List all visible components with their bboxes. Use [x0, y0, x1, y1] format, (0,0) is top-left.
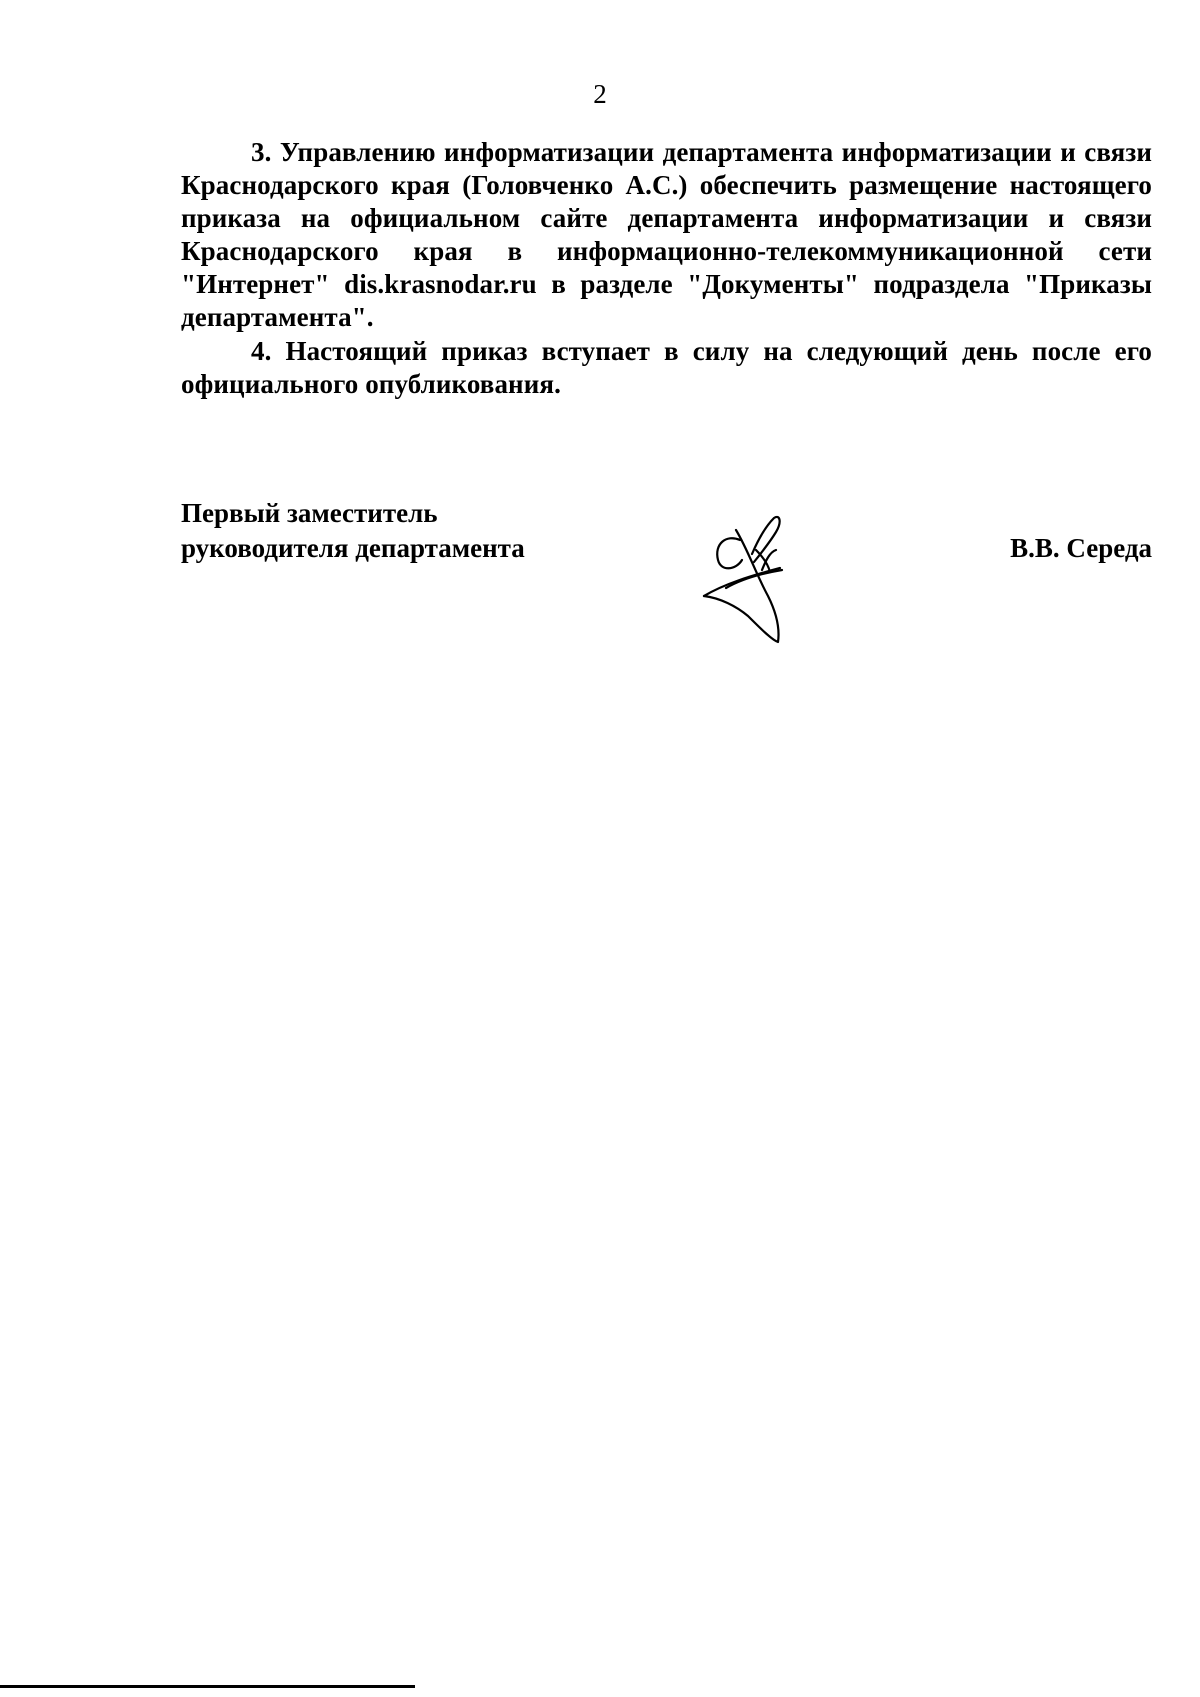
page-number: 2	[593, 79, 607, 109]
footer-rule	[0, 1685, 415, 1688]
signature-block	[181, 496, 1152, 656]
paragraph-3: 3. Управлению информатизации департамента информатизации и связи Краснодарского края (Головченко А.С.) обеспечить размещение настоящего приказа на официальном сайте департамента информатизации и связи Краснодарского края в информационно-телекоммуникационной сети "Интернет" dis.krasnodar.ru в разделе "Документы" подраздела "Приказы департамента".	[181, 137, 1152, 332]
signer-title-line-2: руководителя департамента	[181, 533, 525, 563]
handwritten-signature	[696, 510, 816, 645]
signer-title	[181, 496, 525, 566]
signer-title-line-1: Первый заместитель	[181, 498, 438, 528]
document-body	[181, 136, 1152, 401]
signer-name: В.В. Середа	[1010, 533, 1152, 563]
paragraph-4: 4. Настоящий приказ вступает в силу на следующий день после его официального опубликования.	[181, 336, 1152, 399]
